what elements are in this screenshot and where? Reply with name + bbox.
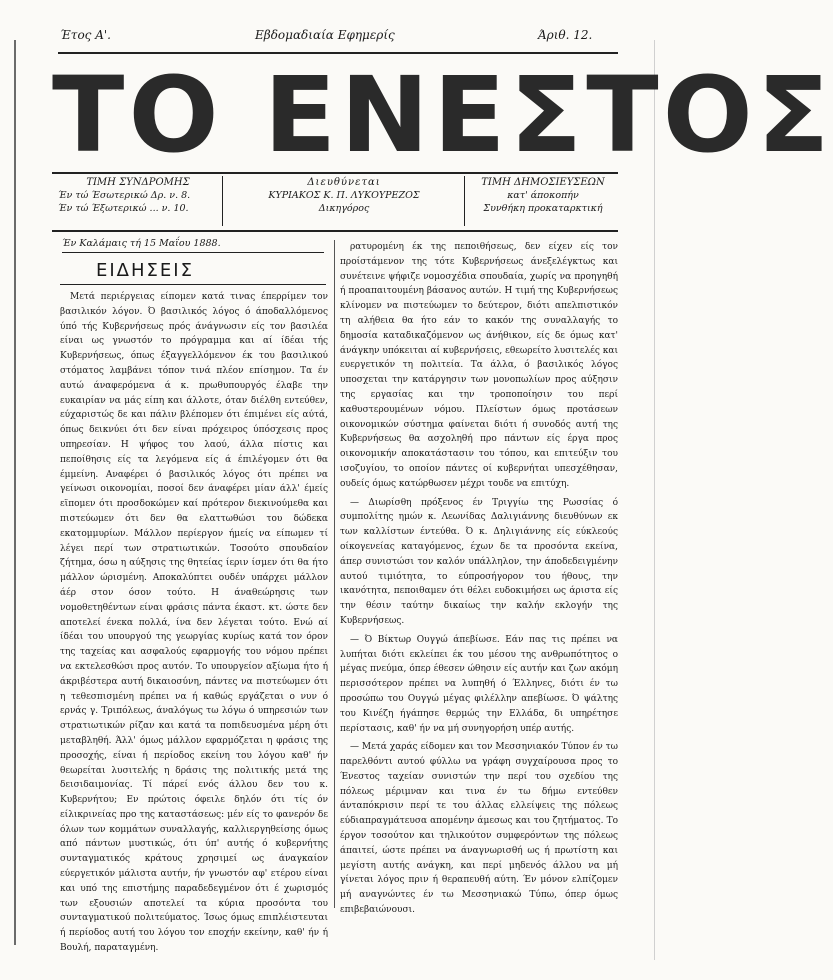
editor-box: [228, 176, 460, 228]
subscription-box: [58, 176, 218, 228]
masthead-title: ΤΟ ΕΝΕΣΤΟΣ: [52, 54, 833, 176]
article-paragraph: ρατυρομένη έκ της πεποιθήσεως, δεν είχεν είς τον προίστάμενον της τότε Κυβερνήσεως άνεξελέγκτως και συνέτεινε ψήφιζε νομοσχέδια σπουδαία, χωρίς να προηγηθή ή προαπαιτουμένη βάσανος αυτών. Η τιμή της Κυβερνήσεως κλίνομεν να πιστεύωμεν το δεύτερον, διότι απελπιστικόν τη αλήθεια θα ήτο εάν το κακόν της συναλλαγής το δημοσία καταδικαζόμενον ως άνήθικον, είς δε όμως κατ' άνάγκην υπόκειται αί κυβερνήσεις, εθεωρείτο λυσιτελές και ευεργετικόν τη πολιτεία. Τα άλλα, ό βασιλικός λόγος υποσχεται την κατάργησιν των μονοπωλίων προς αύξησιν της εργασίας και την τροποποίησιν του περί καθυστερουμένων νόμου. Πλείστων όμως προτάσεων οικονομικών σύστημα φαίνεται διότι ή συνοδός αυτή της Κυβερνήσεως θα ασχοληθή προ πάντων είς έργα προς οικονομικήν αποκατάστασιν του τόπου, και επιτεύξιν του ισοζυγίου, το οποίον πάντες οί κυβερνήται υπεσχέθησαν, ουδείς όμως κατώρθωσεν μέχρι τουδε να επιτύχη.: [340, 242, 618, 489]
article-paragraph: Μετά περιέργειας είπομεν κατά τινας έπερρίμεν τον βασιλικόν λόγον. Ό βασιλικός λόγος ό άποδαλλόμενος ύπό τής Κυβερνήσεως πρός άνάγνωσιν είς τον βασιλέα είναι ως γνωστόν το πρόγραμμα και αί ίδέαι τής Κυβερνήσεως, όπως έξαγγελλόμενον έκ του βασιλικού στόματος λαμβάνει τόπον τινά πλέον επίσημον. Τα έν αυτώ άναφερόμενα ά κ. πρωθυπουργός έλαβε την ευκαιρίαν να μάς είπη και άλλοτε, όταν διέλθη εντεύθεν, εύχαριστώς δε και πάλιν βλέπομεν ότι έπιμένει είς αύτά, όπως δεικνύει ότι δεν είναι πρόχειρος ύπόσχεσις προς υπηρεσίαν. Η ψήφος του λαού, άλλα πίστις και πεποίθησις είς τα λεγόμενα είς ά έπιλέγομεν ότι θα έμμείνη. Αναφέρει ό βασιλικός λόγος ότι πρέπει να γείνωσι οικονομίαι, ποσοί δεν άναφέρει μίαν άλλ' έμείς εϊπομεν ότι προσδοκώμεν καί πρότερον διεκινούμεθα και πιστεύωμεν ότι δεν θα ελαττωθώσι του δώδεκα εκατομμυρίων. Μάλλον περίεργον ήμείς να είπωμεν τί λέγει περί των στρατιωτικών. Τοσούτο σπουδαίον ζήτημα, όσω η αύξησις της θητείας ίεριν ίσμεν ότι θα ήτο μάλλον ώρισμένη. Αποκαλύπτει ουδέν υπάρχει μάλλον άέρ στον όσον τούτο. Η άναθεώρησις των νομοθετηθέντων είναι φράσις πάντα έκαστ. κτ. ώστε δεν αποτελεί ένεκα πολλά, ίνα δεν λέγεται τούτο. Ενώ αί ίδέαι του υπουργού της γεωργίας κυρίως κατά τον όρον της ταχείας και ασφαλούς εφαρμογής του νόμου πρέπει να εκτελεσθώσι προς αυτόν. Το υπουργείον αξίωμα ήτο ή άκριβέστερα αυτή δικαιοσύνη, πάντες να πιστεύωμεν ότι η τεθεσπισμένη πρέπει να ή καθώς εργάζεται ο νυν ό ερνάς γ. Τριπόλεως, άναλόγως τω λόγω ό υπηρεσιών των στρατιωτικών ρίζαν και κατά τα ποπιδευσμένα μέρη ότι μεταβληθή. Άλλ' όμως μάλλον εφαρμόζεται η φράσις της προσοχής, είναι ή περίοδος εκείνη του λόγου καθ' ήν θεωρείται λυσιτελής η δράσις της πολιτικής μετά της δεισιδαιμονίας. Τί πάρεί ενός άλλου δεν του κ. Κυβερνήτου; Εν πρώτοις όφειλε δηλόν ότι τίς όν είλικρινείας προ της καταστάσεως: μέν είς το φανερόν δε όλων των κομμάτων συναλλαγής, καλλιεργηθείσης όμως από πάντων μυστικώς, ότι ύπ' αυτής ό κυβερνήτης συνταγματικός κράτους χρησιμεί ως άναγκαίον εύεργετικόν μάλιστα αυτήν, ήν γνωστόν αφ' ετέρου είναι και υπό της επιστήμης παραδεδεγμένον ότι έ χωρισμός των εξουσιών αποτελεί τα κύρια προσόντα του συνταγματικού πολιτεύματος. Ίσως όμως επιπλέιστευται ή περίοδος αυτή του λόγου τον εποχήν εκείνην, καθ' ήν ή Βουλή, παραταγμένη.: [60, 292, 328, 954]
dateline-rule: [62, 252, 324, 253]
subhead-rule: [52, 230, 618, 232]
subscription-title: ΤΙΜΗ ΣΥΝΔΡΟΜΗΣ: [86, 177, 190, 188]
subhead-divider-1: [222, 176, 223, 226]
editor-profession: Δικηγόρος: [318, 203, 370, 214]
news-item-hugo: — Ό Βίκτωρ Ουγγώ άπεβίωσε. Εάν πας τις πρέπει να λυπήται διότι εκλείπει έκ του μέσου της ανθρωπότητος ο μέγας πνεύμα, όπερ έθεσεν ώθησιν είς αυτήν και ζων ακόμη περισσότερον πρέπει να λυπηθή ό Έλληνες, διότι έν τω προσώπω του Ουγγώ μέγας φιλέλλην απεβίωσε. Ό ψάλτης του Κινέζη ήγάπησε θερμώς την Ελλάδα, δι υπηρέτησε περίστασις, καθ' ήν να μή συνηγορήση υπέρ αυτής.: [340, 634, 618, 734]
ads-line-2: Συνθήκη προκαταρκτική: [483, 203, 603, 214]
year-label: Έτος Α'.: [60, 28, 111, 42]
left-column: [60, 290, 328, 954]
news-item-consul: — Διωρίσθη πρόξενος έν Τριγγίω της Ρωσσίας ό συμπολίτης ημών κ. Λεωνίδας Δαλιγιάννης διευθύνων εκ των καλλίστων έντεύθα. Ό κ. Δηλιγιάννης είς εύκλεούς οίκογενείας καταγόμενος, έχων δε τα προσόντα εκείνα, άπερ συνιστώσι τον καλόν υπάλληλον, την άποδεδειγμένην αυτού τιμιότητα, το εύπροσήγορον του ήθους, την ικανότητα, πεποιθαμεν ότι θέλει ευδοκιμήσει ως άριστα είς την θέσιν ταύτην δικαίως την καλήν εκλογήν της Κυβερνήσεως.: [340, 497, 618, 626]
issue-number: Άριθ. 12.: [538, 28, 593, 42]
ads-line-1: κατ' άποκοπήν: [507, 190, 579, 201]
page-binding-edge: [14, 40, 20, 945]
editor-label: Διευθύνεται: [307, 177, 381, 188]
subscription-line-2: Έν τώ Έξωτερικώ ... ν. 10.: [58, 203, 189, 214]
right-column: [340, 240, 618, 916]
top-info-line: [60, 22, 620, 48]
masthead-rule: [52, 172, 618, 174]
section-heading: ΕΙΔΗΣΕΙΣ: [96, 260, 194, 281]
ads-title: ΤΙΜΗ ΔΗΜΟΣΙΕΥΣΕΩΝ: [481, 177, 605, 188]
frequency-label: Εβδομαδιαία Εφημερίς: [255, 28, 395, 42]
page-fold-line: [654, 40, 655, 960]
editor-name: ΚΥΡΙΑΚΟΣ Κ. Π. ΛΥΚΟΥΡΕΖΟΣ: [268, 190, 420, 201]
ads-box: [468, 176, 618, 228]
column-divider: [334, 240, 335, 908]
heading-rule: [60, 284, 326, 285]
subhead-divider-2: [464, 176, 465, 226]
dateline: Έν Καλάμαις τή 15 Μαΐου 1888.: [62, 238, 221, 249]
subscription-line-1: Έν τώ Έσωτερικώ Δρ. ν. 8.: [58, 190, 191, 201]
news-item-messiniakos: — Μετά χαράς είδομεν και τον Μεσσηνιακόν Τύπον έν τω παρελθόντι αυτού φύλλω να γράφη συγχαίρουσα προς το Ένεστος ταχείαν συνιστών την περί του σχεδίου της πόλεως μέριμναν και τινα έν τω δήμω εντεύθεν άνταπόκρισιν περί τε του άλλας ελλείψεις της πόλεως εύδιαπραγμάτευσα απομένην άμεσως και του ζητήματος. Το έργον τοσούτον και τηλικούτον συμφερόντων της πόλεως άπαιτεί, ώστε πρέπει να άναγνωρισθή ως ή πρωτίστη και μεγίστη αυτής ανάγκη, και περί μηδενός άλλου να μή γίνεται λόγος πριν ή θεραπευθή αύτη. Έν μόνον ελπίζομεν μή αναγνώντες έν τω Μεσσηνιακώ Τύπω, όπερ όμως επιβεβαιώνουσι.: [340, 742, 618, 916]
